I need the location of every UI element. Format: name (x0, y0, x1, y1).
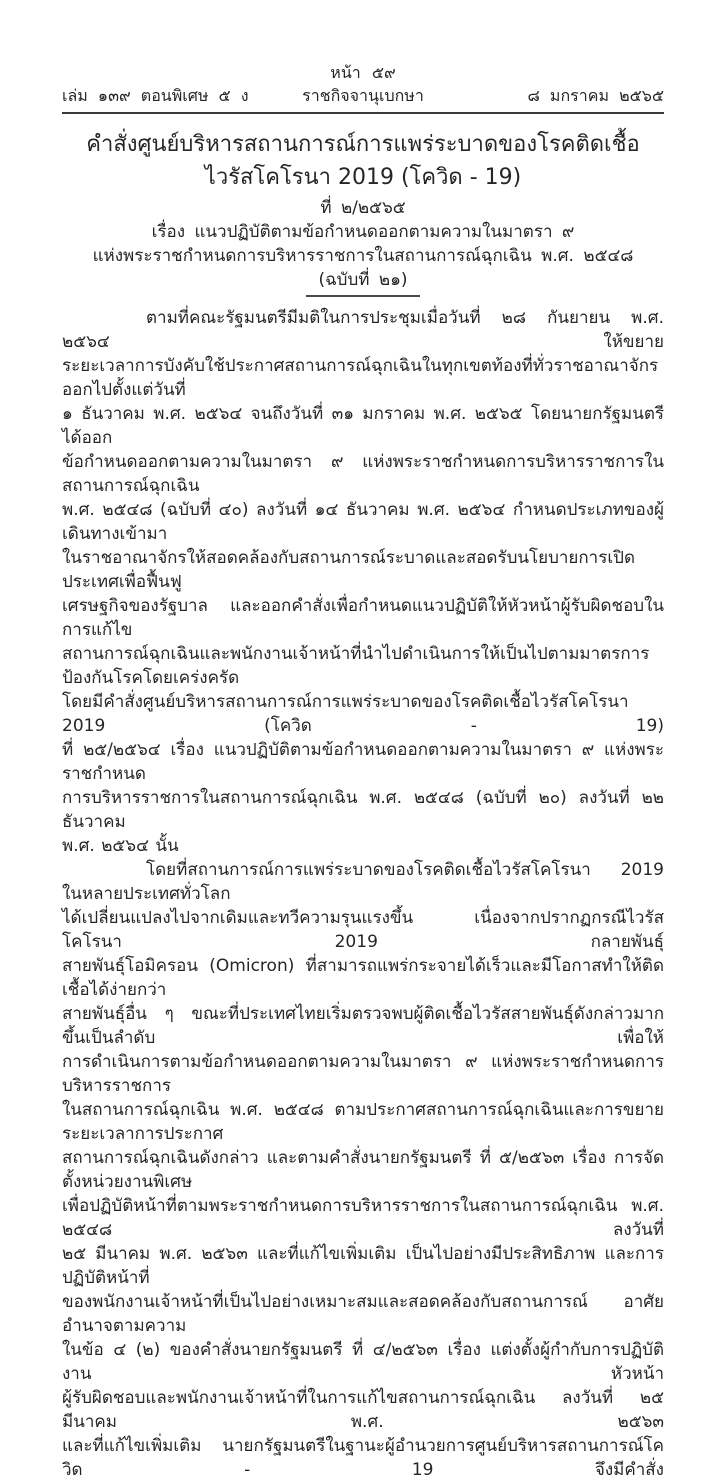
section-divider (306, 295, 420, 297)
body-line: ในสถานการณ์ฉุกเฉิน พ.ศ. ๒๕๔๘ ตามประกาศสถานการณ์ฉุกเฉินและการขยายระยะเวลาการประกาศ (62, 1100, 664, 1144)
doc-title-line1: คำสั่งศูนย์บริหารสถานการณ์การแพร่ระบาดของโรคติดเชื้อ (86, 132, 640, 157)
issue-date: ๘ มกราคม ๒๕๖๕ (527, 86, 664, 105)
body-line: ในราชอาณาจักรให้สอดคล้องกับสถานการณ์ระบาดและสอดรับนโยบายการเปิดประเทศเพื่อฟื้นฟู (62, 548, 636, 592)
body-line: ในข้อ ๔ (๒) ของคำสั่งนายกรัฐมนตรี ที่ ๔/๒๕๖๓ เรื่อง แต่งตั้งผู้กำกับการปฏิบัติงาน หัวหน้า (62, 1340, 664, 1384)
paragraph-2 (62, 858, 664, 1482)
body-line: พ.ศ. ๒๕๖๔ นั้น (62, 836, 179, 856)
body-line: เพื่อปฏิบัติหน้าที่ตามพระราชกำหนดการบริหารราชการในสถานการณ์ฉุกเฉิน พ.ศ. ๒๕๔๘ ลงวันที่ (62, 1196, 664, 1240)
body-line: ของพนักงานเจ้าหน้าที่เป็นไปอย่างเหมาะสมและสอดคล้องกับสถานการณ์ อาศัยอำนาจตามความ (62, 1292, 664, 1336)
body-line: โดยมีคำสั่งศูนย์บริหารสถานการณ์การแพร่ระบาดของโรคติดเชื้อไวรัสโคโรนา 2019 (โควิด - 19) (62, 692, 664, 736)
subject-line1: เรื่อง แนวปฏิบัติตามข้อกำหนดออกตามความในมาตรา ๙ (151, 222, 575, 242)
subject-line2: แห่งพระราชกำหนดการบริหารราชการในสถานการณ์ฉุกเฉิน พ.ศ. ๒๕๔๘ (92, 246, 634, 266)
body-line: ที่ ๒๕/๒๕๖๔ เรื่อง แนวปฏิบัติตามข้อกำหนดออกตามความในมาตรา ๙ แห่งพระราชกำหนด (62, 740, 664, 784)
body-line: และที่แก้ไขเพิ่มเติม นายกรัฐมนตรีในฐานะผู้อำนวยการศูนย์บริหารสถานการณ์โควิด - 19 จึงมีคำสั่ง (62, 1436, 664, 1480)
body-line: สายพันธุ์โอมิครอน (Omicron) ที่สามารถแพร่กระจายได้เร็วและมีโอกาสทำให้ติดเชื้อได้ง่ายกว่า (62, 956, 664, 1000)
paragraph-1 (62, 306, 664, 858)
body-text (62, 306, 664, 1482)
body-line: ได้เปลี่ยนแปลงไปจากเดิมและทวีความรุนแรงขึ้น เนื่องจากปรากฏกรณีไวรัสโคโรนา 2019 กลายพันธุ์ (62, 908, 664, 952)
body-line: สถานการณ์ฉุกเฉินดังกล่าว และตามคำสั่งนายกรัฐมนตรี ที่ ๕/๒๕๖๓ เรื่อง การจัดตั้งหน่วยงานพิเศษ (62, 1148, 664, 1192)
body-line: สายพันธุ์อื่น ๆ ขณะที่ประเทศไทยเริ่มตรวจพบผู้ติดเชื้อไวรัสสายพันธุ์ดังกล่าวมากขึ้นเป็นลำดับ เพื่อให้ (62, 1004, 664, 1048)
body-line: ๑ ธันวาคม พ.ศ. ๒๕๖๔ จนถึงวันที่ ๓๑ มกราคม พ.ศ. ๒๕๖๕ โดยนายกรัฐมนตรีได้ออก (62, 404, 664, 448)
body-line: ๒๕ มีนาคม พ.ศ. ๒๕๖๓ และที่แก้ไขเพิ่มเติม เป็นไปอย่างมีประสิทธิภาพ และการปฏิบัติหน้าที่ (62, 1244, 664, 1288)
gazette-header (62, 84, 664, 114)
body-line: ระยะเวลาการบังคับใช้ประกาศสถานการณ์ฉุกเฉินในทุกเขตท้องที่ทั่วราชอาณาจักรออกไปตั้งแต่วันที่ (62, 356, 659, 400)
body-line: ข้อกำหนดออกตามความในมาตรา ๙ แห่งพระราชกำหนดการบริหารราชการในสถานการณ์ฉุกเฉิน (62, 452, 664, 496)
gazette-name: ราชกิจจานุเบกษา (302, 86, 424, 105)
doc-title-line2: ไวรัสโคโรนา 2019 (โควิด - 19) (204, 165, 522, 190)
body-line: สถานการณ์ฉุกเฉินและพนักงานเจ้าหน้าที่นำไปดำเนินการให้เป็นไปตามมาตรการป้องกันโรคโดยเคร่งครัด (62, 644, 650, 688)
body-line: ตามที่คณะรัฐมนตรีมีมติในการประชุมเมื่อวันที่ ๒๘ กันยายน พ.ศ. ๒๕๖๔ ให้ขยาย (62, 308, 664, 352)
page-number: หน้า ๕๙ (330, 63, 396, 82)
body-line: การดำเนินการตามข้อกำหนดออกตามความในมาตรา ๙ แห่งพระราชกำหนดการบริหารราชการ (62, 1052, 664, 1096)
body-line: ผู้รับผิดชอบและพนักงานเจ้าหน้าที่ในการแก้ไขสถานการณ์ฉุกเฉิน ลงวันที่ ๒๕ มีนาคม พ.ศ. ๒๕๖๓ (62, 1388, 664, 1432)
body-line: พ.ศ. ๒๕๔๘ (ฉบับที่ ๔๐) ลงวันที่ ๑๔ ธันวาคม พ.ศ. ๒๕๖๔ กำหนดประเภทของผู้เดินทางเข้ามา (62, 500, 664, 544)
title-block (62, 128, 664, 297)
order-number: ที่ ๒/๒๕๖๕ (320, 198, 406, 218)
edition-label: (ฉบับที่ ๒๑) (318, 270, 408, 290)
body-line: เศรษฐกิจของรัฐบาล และออกคำสั่งเพื่อกำหนดแนวปฏิบัติให้หัวหน้าผู้รับผิดชอบในการแก้ไข (62, 596, 664, 640)
body-line: การบริหารราชการในสถานการณ์ฉุกเฉิน พ.ศ. ๒๕๔๘ (ฉบับที่ ๒๐) ลงวันที่ ๒๒ ธันวาคม (62, 788, 664, 832)
body-line: โดยที่สถานการณ์การแพร่ระบาดของโรคติดเชื้อไวรัสโคโรนา 2019 ในหลายประเทศทั่วโลก (62, 860, 664, 904)
volume-part: เล่ม ๑๓๙ ตอนพิเศษ ๕ ง (62, 86, 249, 105)
